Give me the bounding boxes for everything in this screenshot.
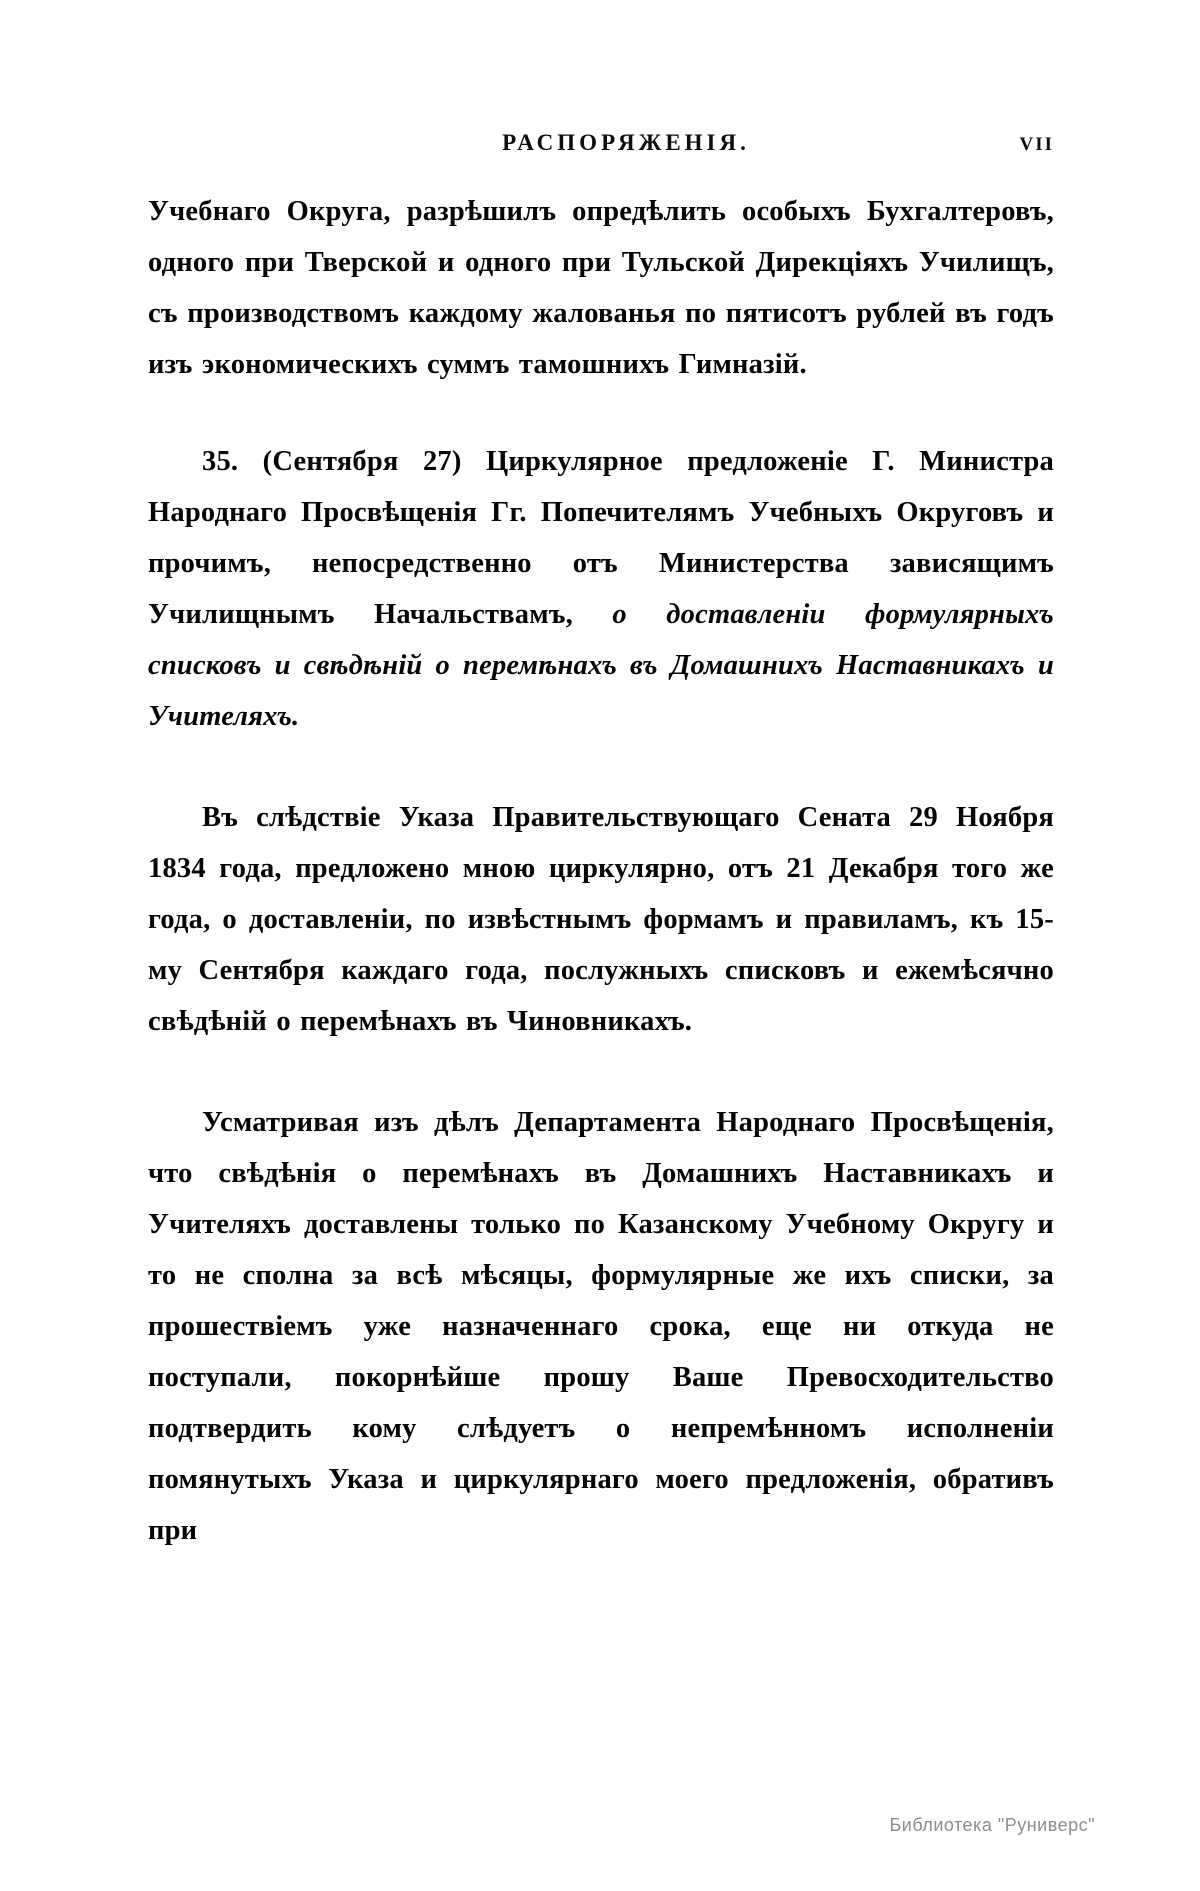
page-text-block: [148, 130, 1054, 1556]
item-35-italic-text: о доставленіи формулярныхъ списковъ и свѣдѣній о перемѣнахъ въ Домашнихъ Наставникахъ и Учителяхъ.: [148, 599, 1055, 732]
paragraph-item-35: [148, 436, 1054, 742]
paragraph-ukaz: Въ слѣдствіе Указа Правительствующаго Сената 29 Ноября 1834 года, предложено мною циркулярно, отъ 21 Декабря того же года, о доставленіи, по извѣстнымъ формамъ и правиламъ, къ 15-му Сентября каждаго года, послужныхъ списковъ и ежемѣсячно свѣдѣній о перемѣнахъ въ Чиновникахъ.: [148, 802, 1054, 1037]
paragraph-spacer: [148, 1047, 1054, 1097]
paragraph-usmatrivaya: Усматривая изъ дѣлъ Департамента Народнаго Просвѣщенія, что свѣдѣнія о перемѣнахъ въ Домашнихъ Наставникахъ и Учителяхъ доставлены только по Казанскому Учебному Округу и то не сполна за всѣ мѣсяцы, формулярные же ихъ списки, за прошествіемъ уже назначеннаго срока, еще ни откуда не поступали, покорнѣйше прошу Ваше Превосходительство подтвердить кому слѣдуетъ о непремѣнномъ исполненіи помянутыхъ Указа и циркулярнаго моего предложенія, обративъ при: [148, 1107, 1054, 1546]
library-watermark: Библиотека "Руниверс": [889, 1815, 1095, 1835]
page-number: VII: [1019, 134, 1054, 155]
paragraph-spacer: [148, 390, 1054, 436]
paragraph-spacer: [148, 742, 1054, 792]
paragraph-continued: Учебнаго Округа, разрѣшилъ опредѣлить особыхъ Бухгалтеровъ, одного при Тверской и одного при Тульской Дирекціяхъ Училищъ, съ производствомъ каждому жалованья по пятисотъ рублей въ годъ изъ экономическихъ суммъ тамошнихъ Гимназій.: [148, 196, 1054, 380]
page-header: [148, 130, 1054, 176]
item-35-roman-text: 35. (Сентября 27) Циркулярное предложеніе Г. Министра Народнаго Просвѣщенія Гг. Попечителямъ Учебныхъ Округовъ и прочимъ, непосредственно отъ Министерства зависящимъ Училищнымъ Начальствамъ,: [148, 446, 1054, 630]
running-head: РАСПОРЯЖЕНІЯ.: [502, 130, 750, 155]
